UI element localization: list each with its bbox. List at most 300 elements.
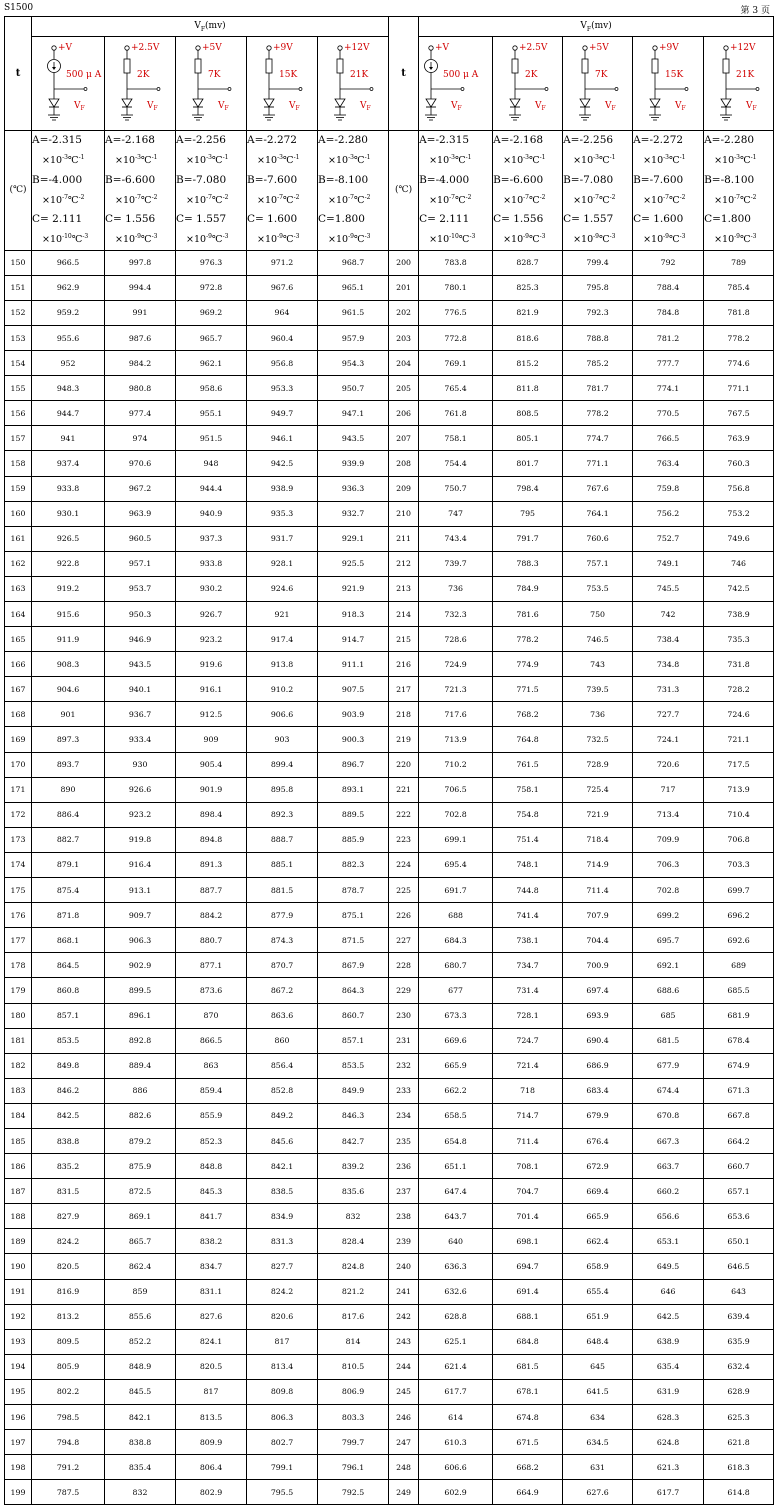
vf-value-cell: 842.1 xyxy=(105,1405,176,1430)
t-label: t xyxy=(15,68,21,79)
vf-value-cell: 732.5 xyxy=(563,727,633,752)
vf-value-cell: 845.6 xyxy=(247,1128,318,1153)
vf-value-cell: 771.5 xyxy=(493,677,563,702)
table-row xyxy=(5,1128,774,1153)
coef-degree-exponent: -1 xyxy=(78,154,85,162)
vf-value-cell: 801.7 xyxy=(493,451,563,476)
vf-value-cell: 679.9 xyxy=(563,1103,633,1128)
vf-symbol: V xyxy=(675,101,682,111)
vf-value-cell: 960.5 xyxy=(105,526,176,551)
temperature-unit: (℃) xyxy=(9,185,27,196)
vf-value-cell: 690.4 xyxy=(563,1028,633,1053)
vf-value-cell: 879.1 xyxy=(32,852,105,877)
vf-value-cell: 645 xyxy=(563,1354,633,1379)
vf-value-cell: 736 xyxy=(419,576,493,601)
coef-value-text: B=-7.080 xyxy=(563,173,614,186)
vf-value-cell: 905.4 xyxy=(176,752,247,777)
vf-value-cell: 743 xyxy=(563,652,633,677)
coef-b-value xyxy=(419,171,492,189)
coefficient-cell xyxy=(419,131,493,251)
table-row xyxy=(5,325,774,350)
coef-exponent: -9 xyxy=(523,233,529,241)
vf-value-cell: 713.9 xyxy=(419,727,493,752)
vf-value-cell: 696.2 xyxy=(704,903,774,928)
vf-value-cell: 713.9 xyxy=(704,777,774,802)
table-row xyxy=(5,903,774,928)
vf-value-cell: 700.9 xyxy=(563,953,633,978)
vf-value-cell: 774.6 xyxy=(704,351,774,376)
vf-value-cell: 972.8 xyxy=(176,275,247,300)
table-row xyxy=(5,426,774,451)
vf-value-cell: 923.2 xyxy=(176,627,247,652)
coef-exponent: -9 xyxy=(734,233,740,241)
diode-bias-circuit xyxy=(32,37,102,129)
vf-value-cell: 886.4 xyxy=(32,802,105,827)
vf-value-cell: 646 xyxy=(633,1279,704,1304)
temperature-cell: 184 xyxy=(5,1103,32,1128)
vf-value-cell: 751.4 xyxy=(493,827,563,852)
vf-value-cell: 662.4 xyxy=(563,1229,633,1254)
coef-degree-exponent: -3 xyxy=(469,233,476,241)
coef-degree-unit: ℃ xyxy=(458,234,470,246)
coef-degree-unit: ℃ xyxy=(454,155,466,167)
coef-value-text: C= 2.111 xyxy=(419,213,470,226)
vf-symbol: V xyxy=(147,101,154,111)
vf-value-cell: 933.8 xyxy=(32,476,105,501)
vf-value-cell: 632.4 xyxy=(704,1354,774,1379)
vf-value-cell: 967.6 xyxy=(247,275,318,300)
temperature-cell: 244 xyxy=(389,1354,419,1379)
vf-value-cell: 689 xyxy=(704,953,774,978)
diode-icon xyxy=(264,99,274,107)
vf-value-cell: 753.2 xyxy=(704,501,774,526)
vf-value-cell: 908.3 xyxy=(32,652,105,677)
temperature-cell: 161 xyxy=(5,526,32,551)
vf-value-cell: 846.2 xyxy=(32,1078,105,1103)
vf-value-cell: 897.3 xyxy=(32,727,105,752)
coef-a-unit xyxy=(105,149,175,170)
vf-value-cell: 642.5 xyxy=(633,1304,704,1329)
temperature-cell: 227 xyxy=(389,928,419,953)
vf-value-cell: 923.2 xyxy=(105,802,176,827)
diode-icon xyxy=(49,99,59,107)
temperature-cell: 240 xyxy=(389,1254,419,1279)
supply-terminal-icon xyxy=(653,46,657,50)
coef-degree-exponent: -1 xyxy=(609,154,616,162)
temperature-cell: 208 xyxy=(389,451,419,476)
temperature-cell: 191 xyxy=(5,1279,32,1304)
vf-value-cell: 852.8 xyxy=(247,1078,318,1103)
vf-value-cell: 817 xyxy=(176,1379,247,1404)
vf-value-cell: 824.1 xyxy=(176,1329,247,1354)
table-row xyxy=(5,476,774,501)
table-row xyxy=(5,451,774,476)
coef-c-value xyxy=(247,210,317,228)
vf-symbol: V xyxy=(535,101,542,111)
vf-value-cell: 662.2 xyxy=(419,1078,493,1103)
coef-exponent: -3 xyxy=(277,154,283,162)
table-row xyxy=(5,1078,774,1103)
vf-value-cell: 944.7 xyxy=(32,401,105,426)
vf-value-cell: 962.9 xyxy=(32,275,105,300)
vf-value-cell: 776.5 xyxy=(419,300,493,325)
coef-multiplier: ×10 xyxy=(503,194,524,206)
vf-value-cell: 772.8 xyxy=(419,325,493,350)
coef-c-unit xyxy=(176,228,246,249)
table-row xyxy=(5,777,774,802)
coef-exponent: -7 xyxy=(523,193,529,201)
vf-value-cell: 997.8 xyxy=(105,250,176,275)
coef-b-unit xyxy=(32,189,104,210)
vf-value-cell: 757.1 xyxy=(563,551,633,576)
doc-code: S1500 xyxy=(4,3,34,13)
coef-multiplier: ×10 xyxy=(328,194,349,206)
vf-value-cell: 879.2 xyxy=(105,1128,176,1153)
coef-exponent: -3 xyxy=(348,154,354,162)
diode-bias-circuit xyxy=(633,37,703,129)
vf-subscript: F xyxy=(366,105,371,112)
coef-exponent: -7 xyxy=(62,193,68,201)
coef-degree-unit: ℃ xyxy=(353,155,365,167)
vf-value-cell: 867.9 xyxy=(318,953,389,978)
table-row xyxy=(5,852,774,877)
coef-c-value xyxy=(32,210,104,228)
vf-value-cell: 624.8 xyxy=(633,1430,704,1455)
coef-degree-unit: ℃ xyxy=(598,234,610,246)
coef-a-value xyxy=(176,131,246,149)
vf-value-cell: 941 xyxy=(32,426,105,451)
temperature-cell: 238 xyxy=(389,1204,419,1229)
vf-value-cell: 913.8 xyxy=(247,652,318,677)
coef-value-text: A=-2.256 xyxy=(563,134,614,146)
coef-b-unit xyxy=(176,189,246,210)
vf-value-cell: 960.4 xyxy=(247,325,318,350)
vf-value-cell: 935.3 xyxy=(247,501,318,526)
temperature-cell: 181 xyxy=(5,1028,32,1053)
vf-value-cell: 806.3 xyxy=(247,1405,318,1430)
vf-value-cell: 870.7 xyxy=(247,953,318,978)
coef-value-text: A=-2.272 xyxy=(247,134,297,146)
coef-degree-unit: ℃ xyxy=(739,155,751,167)
resistor-icon xyxy=(723,59,729,73)
coef-b-unit xyxy=(105,189,175,210)
vf-value-cell: 678.1 xyxy=(493,1379,563,1404)
temperature-cell: 189 xyxy=(5,1229,32,1254)
vf-value-cell: 697.4 xyxy=(563,978,633,1003)
vf-value-cell: 832 xyxy=(105,1480,176,1505)
t-header-cell xyxy=(389,17,419,131)
coef-c-value xyxy=(318,210,388,228)
vf-value-cell: 820.5 xyxy=(32,1254,105,1279)
vf-value-cell: 718 xyxy=(493,1078,563,1103)
vf-value-cell: 849.2 xyxy=(247,1103,318,1128)
temperature-cell: 220 xyxy=(389,752,419,777)
vf-value-cell: 949.7 xyxy=(247,401,318,426)
vf-value-cell: 893.7 xyxy=(32,752,105,777)
vf-value-cell: 674.9 xyxy=(704,1053,774,1078)
vf-value-cell: 649.5 xyxy=(633,1254,704,1279)
vf-value-cell: 721.4 xyxy=(493,1053,563,1078)
vf-value-cell: 938.9 xyxy=(247,476,318,501)
vf-value-cell: 864.3 xyxy=(318,978,389,1003)
vf-value-cell: 792.3 xyxy=(563,300,633,325)
vf-value-cell: 676.4 xyxy=(563,1128,633,1153)
vf-value-cell: 798.4 xyxy=(493,476,563,501)
coef-value-text: C= 1.556 xyxy=(493,213,544,226)
temperature-cell: 192 xyxy=(5,1304,32,1329)
vf-value-cell: 640 xyxy=(419,1229,493,1254)
coef-degree-exponent: -2 xyxy=(151,193,158,201)
vf-value-cell: 788.8 xyxy=(563,325,633,350)
coef-degree-unit: ℃ xyxy=(140,194,152,206)
vf-value-cell: 724.9 xyxy=(419,652,493,677)
coef-degree-exponent: -3 xyxy=(293,233,300,241)
coef-value-text: B=-6.600 xyxy=(493,173,544,186)
coef-b-unit xyxy=(318,189,388,210)
vf-value-cell: 706.3 xyxy=(633,852,704,877)
temperature-cell: 219 xyxy=(389,727,419,752)
load-value-label: 21K xyxy=(736,70,755,80)
table-row xyxy=(5,827,774,852)
vf-value-cell: 924.6 xyxy=(247,576,318,601)
vf-value-cell: 660.2 xyxy=(633,1179,704,1204)
coef-exponent: -9 xyxy=(348,233,354,241)
vf-value-cell: 863 xyxy=(176,1053,247,1078)
temperature-cell: 213 xyxy=(389,576,419,601)
coef-degree-unit: ℃ xyxy=(282,194,294,206)
coef-degree-exponent: -1 xyxy=(293,154,300,162)
coef-multiplier: ×10 xyxy=(573,194,594,206)
vf-value-cell: 788.3 xyxy=(493,551,563,576)
vf-value-cell: 864.5 xyxy=(32,953,105,978)
vf-value-cell: 739.5 xyxy=(563,677,633,702)
vf-value-cell: 750 xyxy=(563,602,633,627)
vf-value-cell: 628.9 xyxy=(704,1379,774,1404)
vf-value-cell: 842.7 xyxy=(318,1128,389,1153)
vf-subscript: F xyxy=(80,105,85,112)
vf-value-cell: 731.4 xyxy=(493,978,563,1003)
vf-value-cell: 815.2 xyxy=(493,351,563,376)
vf-value-cell: 688.6 xyxy=(633,978,704,1003)
vf-value-cell: 816.9 xyxy=(32,1279,105,1304)
vf-value-cell: 862.4 xyxy=(105,1254,176,1279)
vf-value-cell: 717.5 xyxy=(704,752,774,777)
vf-subscript: F xyxy=(295,105,300,112)
vf-value-cell: 614.8 xyxy=(704,1480,774,1505)
coef-exponent: -7 xyxy=(277,193,283,201)
temperature-cell: 165 xyxy=(5,627,32,652)
vf-value-cell: 899.4 xyxy=(247,752,318,777)
vf-value-cell: 638.9 xyxy=(633,1329,704,1354)
vf-value-cell: 827.7 xyxy=(247,1254,318,1279)
vf-label xyxy=(288,101,300,112)
vf-value-cell: 658.9 xyxy=(563,1254,633,1279)
vf-value-cell: 896.7 xyxy=(318,752,389,777)
temperature-cell: 215 xyxy=(389,627,419,652)
vf-value-cell: 875.1 xyxy=(318,903,389,928)
vf-subscript: F xyxy=(586,25,592,33)
vf-value-cell: 763.4 xyxy=(633,451,704,476)
vf-value-cell: 671.5 xyxy=(493,1430,563,1455)
vf-value-cell: 936.3 xyxy=(318,476,389,501)
vf-value-cell: 628.8 xyxy=(419,1304,493,1329)
temperature-cell: 177 xyxy=(5,928,32,953)
vf-value-cell: 817 xyxy=(247,1329,318,1354)
vf-value-cell: 859.4 xyxy=(176,1078,247,1103)
vf-value-cell: 651.9 xyxy=(563,1304,633,1329)
temperature-cell: 153 xyxy=(5,325,32,350)
table-row xyxy=(5,702,774,727)
table-row xyxy=(5,928,774,953)
vf-value-cell: 631.9 xyxy=(633,1379,704,1404)
vf-value-cell: 728.6 xyxy=(419,627,493,652)
vf-value-cell: 802.7 xyxy=(247,1430,318,1455)
vf-subscript: F xyxy=(611,105,616,112)
vf-value-cell: 681.9 xyxy=(704,1003,774,1028)
vf-value-cell: 758.1 xyxy=(419,426,493,451)
table-row xyxy=(5,576,774,601)
coef-exponent: -9 xyxy=(593,233,599,241)
coef-c-value xyxy=(633,210,703,228)
vf-value-cell: 709.9 xyxy=(633,827,704,852)
temperature-cell: 212 xyxy=(389,551,419,576)
resistor-icon xyxy=(195,59,201,73)
vf-value-cell: 654.8 xyxy=(419,1128,493,1153)
vf-value-cell: 670.8 xyxy=(633,1103,704,1128)
coef-degree-exponent: -3 xyxy=(539,233,546,241)
vf-value-cell: 955.6 xyxy=(32,325,105,350)
coef-a-value xyxy=(105,131,175,149)
vf-value-cell: 930.1 xyxy=(32,501,105,526)
vf-value-cell: 602.9 xyxy=(419,1480,493,1505)
vf-value-cell: 853.5 xyxy=(32,1028,105,1053)
vf-value-cell: 660.7 xyxy=(704,1154,774,1179)
coef-value-text: C= 1.556 xyxy=(105,213,156,226)
coef-degree-unit: ℃ xyxy=(528,155,540,167)
table-row xyxy=(5,1430,774,1455)
coef-c-value xyxy=(419,210,492,228)
vf-value-cell: 671.3 xyxy=(704,1078,774,1103)
vf-value-cell: 874.3 xyxy=(247,928,318,953)
vf-value-cell: 746 xyxy=(704,551,774,576)
coef-a-unit xyxy=(704,149,773,170)
vf-value-cell: 738.4 xyxy=(633,627,704,652)
vf-value-cell: 885.9 xyxy=(318,827,389,852)
vf-value-cell: 838.5 xyxy=(247,1179,318,1204)
coef-degree-exponent: -1 xyxy=(222,154,229,162)
vf-value-cell: 791.2 xyxy=(32,1455,105,1480)
vf-value-cell: 798.5 xyxy=(32,1405,105,1430)
vf-value-cell: 906.6 xyxy=(247,702,318,727)
vf-value-cell: 859 xyxy=(105,1279,176,1304)
temperature-cell: 246 xyxy=(389,1405,419,1430)
temperature-cell: 158 xyxy=(5,451,32,476)
resistor-icon xyxy=(512,59,518,73)
table-row xyxy=(5,677,774,702)
coef-value-text: A=-2.168 xyxy=(105,134,155,146)
vf-value-cell: 699.7 xyxy=(704,878,774,903)
temperature-cell: 210 xyxy=(389,501,419,526)
vf-subscript: F xyxy=(752,105,757,112)
coef-exponent: -7 xyxy=(348,193,354,201)
coef-exponent: -9 xyxy=(206,233,212,241)
temperature-cell: 187 xyxy=(5,1179,32,1204)
vf-value-cell: 724.6 xyxy=(704,702,774,727)
coef-a-value xyxy=(633,131,703,149)
vf-value-cell: 838.2 xyxy=(176,1229,247,1254)
vf-value-cell: 899.5 xyxy=(105,978,176,1003)
coef-exponent: -3 xyxy=(206,154,212,162)
supply-voltage-label: +2.5V xyxy=(519,43,548,53)
load-value-label: 15K xyxy=(279,70,298,80)
vf-value-cell: 721.3 xyxy=(419,677,493,702)
vf-value-cell: 681.5 xyxy=(493,1354,563,1379)
temperature-cell: 216 xyxy=(389,652,419,677)
vf-value-cell: 756.2 xyxy=(633,501,704,526)
coef-degree-exponent: -1 xyxy=(151,154,158,162)
coef-degree-unit: ℃ xyxy=(140,155,152,167)
load-value-label: 15K xyxy=(665,70,684,80)
vf-value-cell: 711.4 xyxy=(493,1128,563,1153)
coef-degree-exponent: -2 xyxy=(364,193,371,201)
vf-value-cell: 926.7 xyxy=(176,602,247,627)
vf-value-cell: 904.6 xyxy=(32,677,105,702)
vf-value-cell: 720.6 xyxy=(633,752,704,777)
vf-value-cell: 753.5 xyxy=(563,576,633,601)
vf-value-cell: 911.1 xyxy=(318,652,389,677)
vf-value-cell: 867.2 xyxy=(247,978,318,1003)
vf-value-cell: 717 xyxy=(633,777,704,802)
table-row xyxy=(5,1379,774,1404)
vf-value-cell: 835.2 xyxy=(32,1154,105,1179)
vf-value-cell: 813.2 xyxy=(32,1304,105,1329)
coef-degree-unit: ℃ xyxy=(668,234,680,246)
vf-value-cell: 643 xyxy=(704,1279,774,1304)
temperature-cell: 242 xyxy=(389,1304,419,1329)
supply-terminal-icon xyxy=(125,46,129,50)
vf-value-cell: 853.5 xyxy=(318,1053,389,1078)
vf-value-cell: 707.9 xyxy=(563,903,633,928)
vf-value-cell: 665.9 xyxy=(563,1204,633,1229)
vf-value-cell: 868.1 xyxy=(32,928,105,953)
vf-symbol: V xyxy=(605,101,612,111)
vf-value-cell: 704.7 xyxy=(493,1179,563,1204)
vf-value-cell: 646.5 xyxy=(704,1254,774,1279)
vf-value-cell: 764.1 xyxy=(563,501,633,526)
circuit-diagram-cell xyxy=(419,37,493,131)
coef-multiplier: ×10 xyxy=(257,155,278,167)
vf-value-cell: 746.5 xyxy=(563,627,633,652)
vf-value-cell: 799.1 xyxy=(247,1455,318,1480)
temperature-cell: 241 xyxy=(389,1279,419,1304)
vf-value-cell: 881.5 xyxy=(247,878,318,903)
table-row xyxy=(5,1304,774,1329)
diode-icon xyxy=(335,99,345,107)
temperature-cell: 159 xyxy=(5,476,32,501)
vf-value-cell: 625.3 xyxy=(704,1405,774,1430)
coef-b-value xyxy=(563,171,632,189)
vf-value-cell: 711.4 xyxy=(563,878,633,903)
vf-value-cell: 766.5 xyxy=(633,426,704,451)
vf-value-cell: 763.9 xyxy=(704,426,774,451)
temperature-cell: 163 xyxy=(5,576,32,601)
vf-value-cell: 835.4 xyxy=(105,1455,176,1480)
diode-bias-circuit xyxy=(704,37,774,129)
vf-value-cell: 808.5 xyxy=(493,401,563,426)
vf-value-cell: 878.7 xyxy=(318,878,389,903)
vf-value-cell: 987.6 xyxy=(105,325,176,350)
coef-multiplier: ×10 xyxy=(115,155,136,167)
